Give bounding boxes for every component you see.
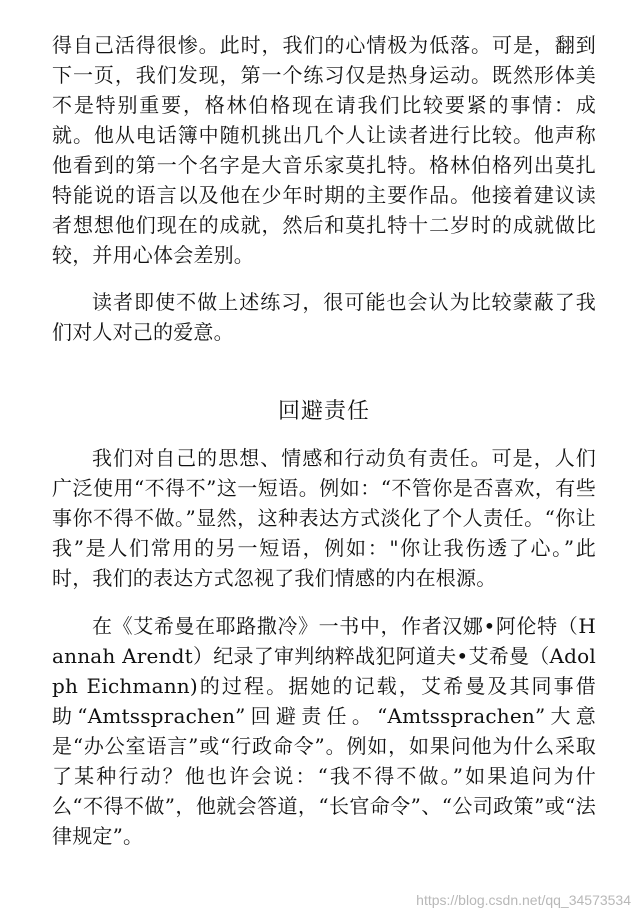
paragraph-1: 得自己活得很惨。此时，我们的心情极为低落。可是，翻到下一页，我们发现，第一个练习仅是热身运动。既然形体美不是特别重要，格林伯格现在请我们比较要紧的事情：成就。他从电话簿中随机挑出几个人让读者进行比较。他声称他看到的第一个名字是大音乐家莫扎特。格林伯格列出莫扎特能说的语言以及他在少年时期的主要作品。他接着建议读者想想他们现在的成就，然后和莫扎特十二岁时的成就做比较，并用心体会差别。 bbox=[52, 33, 596, 267]
paragraph-4: 在《艾希曼在耶路撒冷》一书中，作者汉娜•阿伦特（Hannah Arendt）纪录了审判纳粹战犯阿道夫•艾希曼（Adolph Eichmann)的过程。据她的记载，艾希曼及其同事借助“Amtssprachen”回避责任。“Amtssprachen”大意是“办公室语言”或“行政命令”。例如，如果问他为什么采取了某种行动？他也许会说：“我不得不做。”如果追问为什么“不得不做”，他就会答道，“长官命令”、“公司政策”或“法律规定”。 bbox=[52, 614, 596, 848]
document-page bbox=[52, 30, 596, 851]
section-heading: 回避责任 bbox=[277, 399, 370, 424]
watermark-text: https://blog.csdn.net/qq_34573534 bbox=[416, 892, 631, 908]
paragraph-2: 读者即使不做上述练习，很可能也会认为比较蒙蔽了我们对人对己的爱意。 bbox=[52, 290, 596, 344]
paragraph-3: 我们对自己的思想、情感和行动负有责任。可是，人们广泛使用“不得不”这一短语。例如：“不管你是否喜欢，有些事你不得不做。”显然，这种表达方式淡化了个人责任。“你让我”是人们常用的另一短语，例如："你让我伤透了心。”此时，我们的表达方式忽视了我们情感的内在根源。 bbox=[52, 446, 596, 590]
